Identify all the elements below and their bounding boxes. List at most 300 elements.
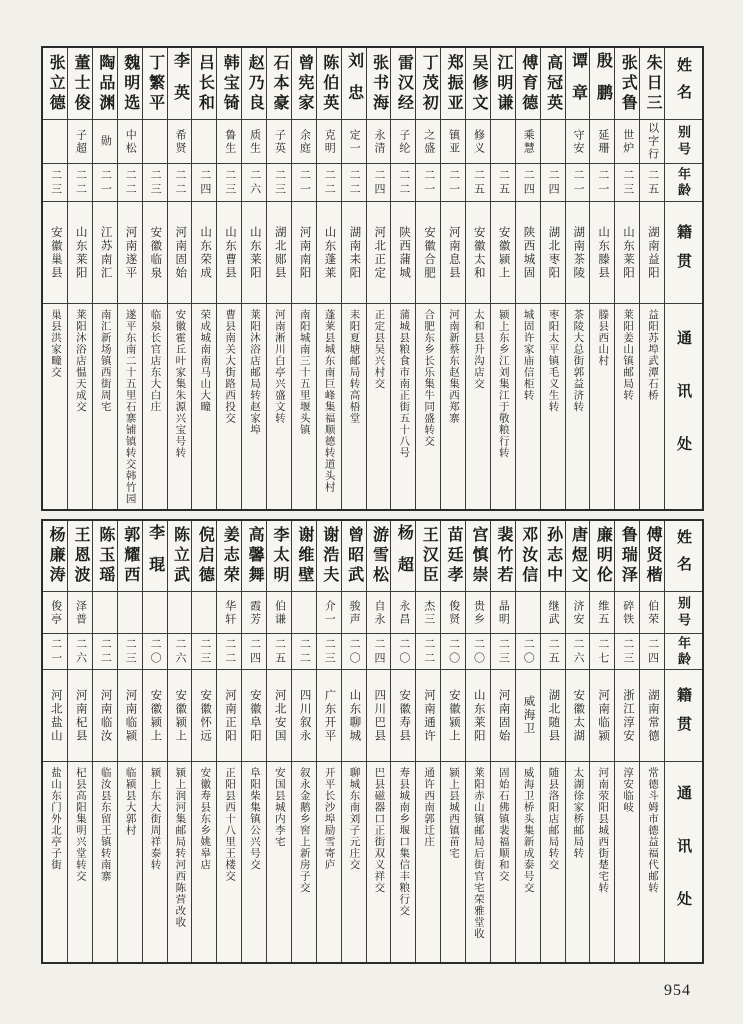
entry-age-cell bbox=[541, 634, 565, 670]
entry-origin: 山东曹县 bbox=[223, 225, 236, 280]
entry-column bbox=[67, 48, 92, 509]
entry-age-cell bbox=[68, 634, 92, 670]
entry-name-cell bbox=[466, 48, 490, 120]
entry-alias-cell bbox=[590, 592, 614, 634]
entry-origin: 安徽太和 bbox=[472, 225, 485, 280]
entry-age-cell bbox=[43, 634, 67, 670]
entry-age-cell bbox=[43, 164, 67, 202]
entry-alias: 勋 bbox=[99, 135, 112, 148]
header-origin-label: 籍贯 bbox=[675, 686, 691, 745]
entry-origin: 陕西蒲城 bbox=[398, 225, 411, 280]
entry-alias-cell bbox=[217, 120, 241, 164]
entry-alias-cell bbox=[168, 120, 192, 164]
entry-age: 二五 bbox=[497, 168, 510, 197]
entry-contact: 临泉长官店东大白庄 bbox=[149, 309, 161, 413]
entry-contact-cell bbox=[192, 304, 216, 509]
entry-column bbox=[266, 521, 291, 962]
entry-origin-cell bbox=[516, 202, 540, 304]
entry-age-cell bbox=[317, 164, 341, 202]
entry-name-cell bbox=[317, 521, 341, 592]
entry-contact: 城固许家庙信柜转 bbox=[522, 309, 534, 401]
entry-origin: 山东莱阳 bbox=[248, 225, 261, 280]
entry-contact: 遂平东南二十五里石寨铺镇转交韩竹园 bbox=[124, 309, 136, 505]
entry-contact-cell bbox=[541, 762, 565, 962]
entry-name-cell bbox=[168, 48, 192, 120]
entry-origin: 四川叙永 bbox=[298, 688, 311, 743]
entry-name: 丁繁平 bbox=[146, 53, 164, 114]
entry-origin-cell bbox=[292, 202, 316, 304]
entry-name-cell bbox=[640, 521, 664, 592]
entry-name-cell bbox=[516, 48, 540, 120]
entry-name-cell bbox=[143, 521, 167, 592]
header-column bbox=[664, 521, 702, 962]
entry-contact-cell bbox=[143, 762, 167, 962]
entry-alias-cell bbox=[242, 120, 266, 164]
entry-name: 吴修文 bbox=[469, 53, 487, 114]
entry-contact-cell bbox=[68, 304, 92, 509]
entry-name-cell bbox=[615, 48, 639, 120]
entry-origin: 安徽合肥 bbox=[422, 225, 435, 280]
entry-age: 二三 bbox=[497, 637, 510, 666]
entry-name-cell bbox=[466, 521, 490, 592]
entry-alias-cell bbox=[367, 592, 391, 634]
entry-alias-cell bbox=[68, 120, 92, 164]
entry-column bbox=[43, 48, 67, 509]
entry-name: 倪启德 bbox=[196, 526, 214, 586]
entry-contact: 巴县磁器口正街双义祥交 bbox=[373, 767, 385, 894]
entry-alias: 泽普 bbox=[74, 599, 87, 626]
entry-age: 二一 bbox=[49, 637, 62, 666]
entry-age: 二二 bbox=[323, 168, 336, 197]
entry-origin: 山东莱阳 bbox=[621, 225, 634, 280]
header-alias-cell bbox=[665, 120, 702, 164]
entry-origin: 河南南阳 bbox=[298, 225, 311, 280]
entry-origin: 河南息县 bbox=[447, 225, 460, 280]
entry-contact: 正定县吴兴村交 bbox=[373, 309, 385, 390]
entry-age: 二二 bbox=[348, 168, 361, 197]
entry-origin: 山东聊城 bbox=[348, 688, 361, 743]
entry-age: 二三 bbox=[323, 637, 336, 666]
entry-name: 张式鲁 bbox=[619, 53, 637, 114]
entry-alias: 乘慧 bbox=[522, 128, 535, 155]
entry-column bbox=[142, 48, 167, 509]
entry-age-cell bbox=[118, 634, 142, 670]
entry-age: 二三 bbox=[621, 168, 634, 197]
entry-column bbox=[117, 521, 142, 962]
entry-contact-cell bbox=[566, 304, 590, 509]
entry-column bbox=[565, 48, 590, 509]
entry-origin-cell bbox=[367, 202, 391, 304]
entry-name: 雷汉经 bbox=[395, 53, 413, 114]
entry-contact: 蓬莱县城东南巨峰集福顺德转道头村 bbox=[323, 309, 335, 493]
entry-name: 石本豪 bbox=[270, 53, 288, 114]
entry-name-cell bbox=[367, 48, 391, 120]
entry-age: 二六 bbox=[248, 168, 261, 197]
entry-contact: 临颍县大郭村 bbox=[124, 767, 136, 836]
entry-contact-cell bbox=[168, 304, 192, 509]
entry-origin: 安徽阜阳 bbox=[248, 688, 261, 743]
entry-age-cell bbox=[93, 164, 117, 202]
entry-age-cell bbox=[590, 164, 614, 202]
entry-alias-cell bbox=[242, 592, 266, 634]
entry-name-cell bbox=[118, 48, 142, 120]
entry-age: 二三 bbox=[149, 168, 162, 197]
entry-column bbox=[366, 521, 391, 962]
entry-column bbox=[390, 48, 415, 509]
entry-origin: 安徽怀远 bbox=[199, 688, 212, 743]
entry-origin-cell bbox=[43, 670, 67, 762]
entry-column bbox=[216, 521, 241, 962]
entry-name-cell bbox=[267, 48, 291, 120]
entry-contact: 莱阳姜山镇邮局转 bbox=[622, 309, 634, 401]
entry-alias-cell bbox=[615, 592, 639, 634]
entry-name: 李琨 bbox=[146, 524, 164, 588]
entry-origin: 广东开平 bbox=[323, 688, 336, 743]
entry-column bbox=[589, 48, 614, 509]
entry-age-cell bbox=[640, 634, 664, 670]
entry-column bbox=[92, 48, 117, 509]
entry-age-cell bbox=[416, 164, 440, 202]
entry-origin-cell bbox=[118, 202, 142, 304]
entry-alias: 希贤 bbox=[173, 128, 186, 155]
entry-column bbox=[341, 48, 366, 509]
entry-column bbox=[390, 521, 415, 962]
entry-alias-cell bbox=[491, 592, 515, 634]
entry-name-cell bbox=[217, 521, 241, 592]
entry-alias: 碎铁 bbox=[621, 599, 634, 626]
entry-alias-cell bbox=[441, 592, 465, 634]
entry-column bbox=[540, 521, 565, 962]
entry-origin: 湖南常德 bbox=[646, 688, 659, 743]
entry-contact: 合肥东乡长乐集牛同盛转交 bbox=[423, 309, 435, 447]
directory-table-top bbox=[41, 46, 704, 511]
entry-alias: 霞芳 bbox=[248, 599, 261, 626]
entry-age-cell bbox=[441, 164, 465, 202]
header-age-label: 年龄 bbox=[676, 166, 691, 199]
entry-name: 殷鹏 bbox=[594, 51, 612, 116]
entry-age-cell bbox=[242, 634, 266, 670]
entry-contact-cell bbox=[640, 304, 664, 509]
entry-alias-cell bbox=[541, 120, 565, 164]
entry-origin-cell bbox=[242, 202, 266, 304]
entry-age-cell bbox=[242, 164, 266, 202]
entry-name-cell bbox=[242, 521, 266, 592]
entry-age: 二四 bbox=[547, 168, 560, 197]
entry-contact: 颍上润河集邮局转河西陈营改收 bbox=[174, 767, 186, 928]
entry-contact: 安国县城内李宅 bbox=[273, 767, 285, 848]
entry-age-cell bbox=[118, 164, 142, 202]
entry-origin-cell bbox=[590, 202, 614, 304]
entry-origin-cell bbox=[192, 670, 216, 762]
entry-contact-cell bbox=[441, 762, 465, 962]
entry-origin-cell bbox=[590, 670, 614, 762]
entry-origin: 湖南益阳 bbox=[646, 225, 659, 280]
entry-age-cell bbox=[342, 634, 366, 670]
entry-name: 傅贤楷 bbox=[644, 526, 662, 586]
entry-alias: 维五 bbox=[596, 599, 609, 626]
entry-contact-cell bbox=[590, 762, 614, 962]
entry-name-cell bbox=[416, 48, 440, 120]
entry-origin: 安徽临泉 bbox=[149, 225, 162, 280]
entry-alias: 质生 bbox=[248, 128, 261, 155]
entry-alias: 鲁生 bbox=[223, 128, 236, 155]
entry-age: 二二 bbox=[422, 637, 435, 666]
entry-origin: 河南正阳 bbox=[223, 688, 236, 743]
header-age-cell bbox=[665, 634, 702, 670]
entry-contact-cell bbox=[317, 304, 341, 509]
entry-contact: 颍上东乡江刘集江于敬粮行转 bbox=[497, 309, 509, 459]
entry-origin-cell bbox=[441, 202, 465, 304]
header-column bbox=[664, 48, 702, 509]
entry-name: 张书海 bbox=[370, 53, 388, 114]
entry-age-cell bbox=[168, 164, 192, 202]
entry-age-cell bbox=[143, 164, 167, 202]
entry-column bbox=[167, 48, 192, 509]
entry-age: 二六 bbox=[74, 637, 87, 666]
entry-name: 谭章 bbox=[569, 51, 587, 116]
entry-alias: 定一 bbox=[348, 128, 361, 155]
entry-age-cell bbox=[267, 164, 291, 202]
entry-origin-cell bbox=[391, 670, 415, 762]
entry-name: 鲁瑞泽 bbox=[619, 526, 637, 586]
entry-contact-cell bbox=[416, 762, 440, 962]
entry-origin-cell bbox=[541, 202, 565, 304]
entry-origin: 安徽颍上 bbox=[149, 688, 162, 743]
entry-column bbox=[67, 521, 92, 962]
entry-contact: 聊城东南刘子元庄交 bbox=[348, 767, 360, 871]
entry-origin: 安徽寿县 bbox=[398, 688, 411, 743]
entry-contact: 南阳城南三十五里堰头镇 bbox=[298, 309, 310, 436]
entry-alias-cell bbox=[342, 120, 366, 164]
entry-origin: 河南遂平 bbox=[124, 225, 137, 280]
entry-origin-cell bbox=[267, 670, 291, 762]
entry-age-cell bbox=[516, 634, 540, 670]
entry-contact: 安徽霍丘叶家集朱源兴宝号转 bbox=[174, 309, 186, 459]
entry-name-cell bbox=[93, 48, 117, 120]
entry-contact-cell bbox=[367, 304, 391, 509]
entry-alias: 子纶 bbox=[397, 128, 410, 155]
entry-age-cell bbox=[566, 164, 590, 202]
entry-age: 二〇 bbox=[348, 637, 361, 666]
header-age-cell bbox=[665, 164, 702, 202]
entry-contact-cell bbox=[93, 304, 117, 509]
entry-alias-cell bbox=[516, 120, 540, 164]
entry-column bbox=[167, 521, 192, 962]
entry-age-cell bbox=[192, 164, 216, 202]
entry-name-cell bbox=[367, 521, 391, 592]
entry-name-cell bbox=[491, 48, 515, 120]
entry-column bbox=[515, 48, 540, 509]
entry-alias: 继武 bbox=[547, 599, 560, 626]
entry-contact-cell bbox=[43, 762, 67, 962]
entry-age-cell bbox=[640, 164, 664, 202]
entry-alias-cell bbox=[93, 592, 117, 634]
entry-origin: 河南临颍 bbox=[124, 688, 137, 743]
entry-contact: 枣阳太平镇毛义生转 bbox=[547, 309, 559, 413]
entry-name: 谢维壁 bbox=[295, 526, 313, 586]
entry-origin: 山东莱阳 bbox=[74, 225, 87, 280]
entry-origin-cell bbox=[242, 670, 266, 762]
header-alias-label: 别号 bbox=[676, 124, 691, 159]
entry-contact-cell bbox=[590, 304, 614, 509]
entry-name-cell bbox=[192, 48, 216, 120]
entry-alias: 华轩 bbox=[223, 599, 236, 626]
entry-origin: 安徽颍上 bbox=[447, 688, 460, 743]
entry-contact: 盐山东门外北亭子街 bbox=[49, 767, 61, 871]
entry-name-cell bbox=[43, 521, 67, 592]
entry-alias: 骏声 bbox=[348, 599, 361, 626]
entry-name-cell bbox=[93, 521, 117, 592]
entry-age-cell bbox=[267, 634, 291, 670]
entry-age-cell bbox=[93, 634, 117, 670]
entry-origin: 山东蓬莱 bbox=[323, 225, 336, 280]
entry-age-cell bbox=[491, 164, 515, 202]
entry-contact-cell bbox=[640, 762, 664, 962]
entry-origin-cell bbox=[168, 202, 192, 304]
entry-alias-cell bbox=[516, 592, 540, 634]
entry-name-cell bbox=[416, 521, 440, 592]
entry-origin-cell bbox=[143, 202, 167, 304]
entry-alias-cell bbox=[466, 592, 490, 634]
entry-contact-cell bbox=[217, 762, 241, 962]
entry-origin-cell bbox=[416, 670, 440, 762]
entry-origin-cell bbox=[640, 670, 664, 762]
entry-alias-cell bbox=[292, 592, 316, 634]
entry-name: 姜志荣 bbox=[221, 526, 239, 586]
entry-name-cell bbox=[566, 521, 590, 592]
entry-column bbox=[540, 48, 565, 509]
entry-origin-cell bbox=[466, 202, 490, 304]
entry-age: 二一 bbox=[298, 168, 311, 197]
entry-origin-cell bbox=[541, 670, 565, 762]
entry-alias: 余庭 bbox=[298, 128, 311, 155]
entry-column bbox=[366, 48, 391, 509]
entry-age: 二二 bbox=[99, 637, 112, 666]
entry-origin-cell bbox=[391, 202, 415, 304]
entry-alias-cell bbox=[317, 592, 341, 634]
entry-origin: 威海卫 bbox=[522, 695, 535, 736]
entry-origin: 河南通许 bbox=[422, 688, 435, 743]
entry-name: 唐煜文 bbox=[569, 526, 587, 586]
entry-origin: 山东莱阳 bbox=[472, 688, 485, 743]
entry-name: 王恩波 bbox=[71, 526, 89, 586]
entry-age: 二一 bbox=[99, 168, 112, 197]
entry-contact: 河南荥阳县城西街楚宅转 bbox=[597, 767, 609, 894]
header-name-cell bbox=[665, 521, 702, 592]
entry-age: 二一 bbox=[571, 168, 584, 197]
entry-name: 陈玉瑶 bbox=[96, 526, 114, 586]
entry-column bbox=[191, 521, 216, 962]
entry-column bbox=[465, 521, 490, 962]
entry-origin-cell bbox=[566, 670, 590, 762]
entry-alias-cell bbox=[217, 592, 241, 634]
entry-contact: 常德斗姆市德益福代邮转 bbox=[646, 767, 658, 894]
entry-column bbox=[565, 521, 590, 962]
entry-contact: 莱阳赤山镇邮局后街官宅荣雅堂收 bbox=[472, 767, 484, 940]
entry-age-cell bbox=[68, 164, 92, 202]
entry-contact-cell bbox=[43, 304, 67, 509]
entry-age-cell bbox=[217, 634, 241, 670]
entry-alias-cell bbox=[267, 592, 291, 634]
entry-alias-cell bbox=[192, 592, 216, 634]
entry-name: 陈立武 bbox=[171, 526, 189, 586]
entry-name: 裴竹若 bbox=[494, 526, 512, 586]
entry-name: 张立德 bbox=[47, 53, 65, 114]
header-age-label: 年龄 bbox=[676, 635, 691, 668]
entry-contact-cell bbox=[615, 762, 639, 962]
entry-column bbox=[465, 48, 490, 509]
entry-name: 谢浩夫 bbox=[320, 526, 338, 586]
entry-contact: 莱阳沐浴店愠天成交 bbox=[74, 309, 86, 413]
entry-contact: 颍上县城西镇苗宅 bbox=[447, 767, 459, 859]
entry-name-cell bbox=[342, 521, 366, 592]
entry-name: 韩宝锜 bbox=[221, 53, 239, 114]
entry-age-cell bbox=[292, 164, 316, 202]
entry-contact-cell bbox=[217, 304, 241, 509]
entry-name-cell bbox=[292, 521, 316, 592]
entry-column bbox=[639, 521, 664, 962]
entry-origin-cell bbox=[342, 670, 366, 762]
entry-alias-cell bbox=[192, 120, 216, 164]
entry-contact-cell bbox=[192, 762, 216, 962]
entry-contact-cell bbox=[466, 762, 490, 962]
entry-contact-cell bbox=[491, 762, 515, 962]
entry-age: 二二 bbox=[397, 168, 410, 197]
entry-alias: 永昌 bbox=[397, 599, 410, 626]
entry-column bbox=[191, 48, 216, 509]
entry-name: 董士俊 bbox=[71, 53, 89, 114]
entry-contact: 淳安临岐 bbox=[622, 767, 634, 813]
entry-age: 二三 bbox=[621, 637, 634, 666]
entry-contact-cell bbox=[516, 762, 540, 962]
entry-origin-cell bbox=[416, 202, 440, 304]
entry-origin-cell bbox=[615, 202, 639, 304]
entry-origin: 安徽太湖 bbox=[572, 688, 585, 743]
entry-origin-cell bbox=[342, 202, 366, 304]
entry-age: 二五 bbox=[273, 637, 286, 666]
entry-origin-cell bbox=[640, 202, 664, 304]
entry-origin-cell bbox=[217, 670, 241, 762]
entry-contact: 正阳县西十八里王楼交 bbox=[224, 767, 236, 882]
entry-name-cell bbox=[192, 521, 216, 592]
entry-contact-cell bbox=[292, 304, 316, 509]
entry-origin: 浙江淳安 bbox=[621, 688, 634, 743]
entry-age-cell bbox=[168, 634, 192, 670]
entry-name: 曾宪家 bbox=[295, 53, 313, 114]
entry-age-cell bbox=[143, 634, 167, 670]
entry-alias-cell bbox=[441, 120, 465, 164]
entry-alias-cell bbox=[143, 592, 167, 634]
header-name-cell bbox=[665, 48, 702, 120]
entry-age-cell bbox=[541, 164, 565, 202]
entry-name-cell bbox=[441, 48, 465, 120]
entry-age: 二二 bbox=[74, 168, 87, 197]
entry-contact-cell bbox=[342, 762, 366, 962]
entry-column bbox=[142, 521, 167, 962]
entry-origin: 湖南耒阳 bbox=[348, 225, 361, 280]
entry-age-cell bbox=[590, 634, 614, 670]
entry-origin-cell bbox=[217, 202, 241, 304]
entry-origin: 河南临颍 bbox=[597, 688, 610, 743]
entry-origin-cell bbox=[317, 202, 341, 304]
entry-name-cell bbox=[342, 48, 366, 120]
entry-name: 杨超 bbox=[395, 524, 413, 588]
entry-alias: 镇亚 bbox=[447, 128, 460, 155]
entry-contact-cell bbox=[615, 304, 639, 509]
entry-name: 高冠英 bbox=[544, 53, 562, 114]
entry-age: 二三 bbox=[273, 168, 286, 197]
entry-column bbox=[490, 521, 515, 962]
